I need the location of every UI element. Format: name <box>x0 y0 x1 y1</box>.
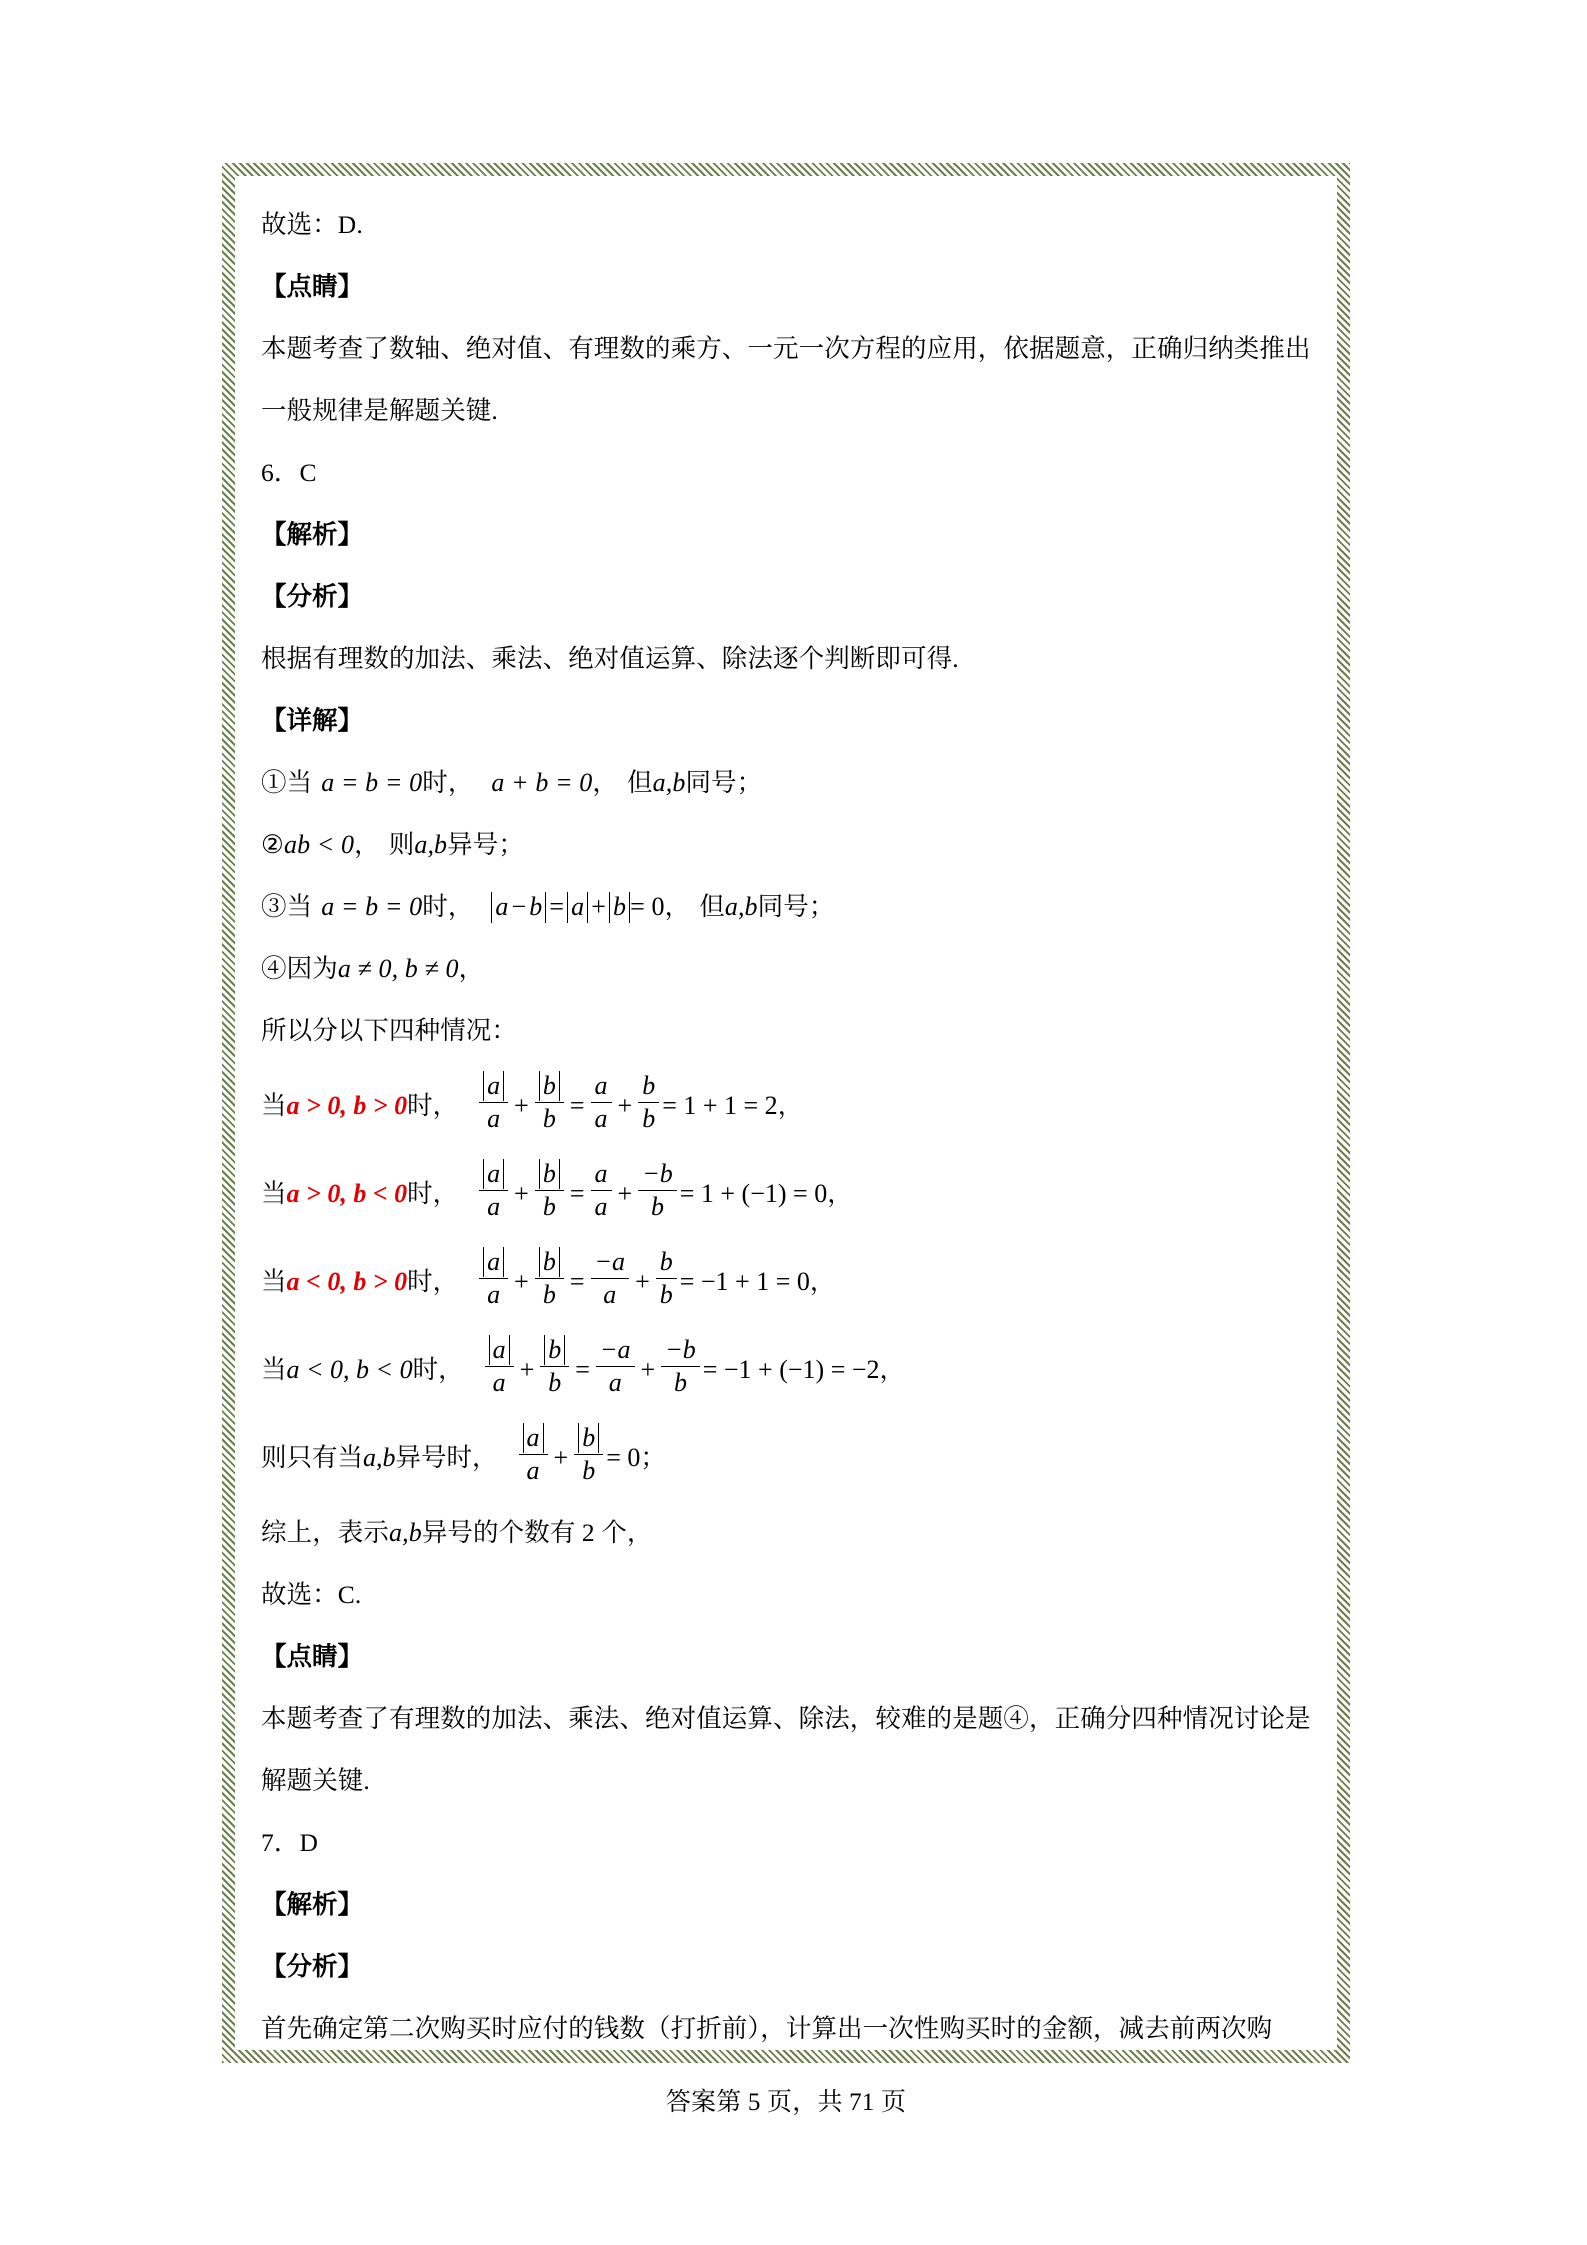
case3-trailing: ， <box>809 1267 836 1296</box>
plus-sign: + <box>617 1179 633 1208</box>
plus-sign: + <box>519 1355 535 1384</box>
item3-result: = 0 <box>630 892 665 921</box>
summary-tail: 异号的个数有 2 个， <box>421 1518 653 1547</box>
onlywhen-result: = 0 <box>606 1443 641 1472</box>
case4-condition: a < 0, b < 0 <box>286 1355 413 1384</box>
case1-when: 当 <box>261 1091 287 1120</box>
equals-sign: = <box>575 1355 590 1384</box>
abs-b: b <box>609 892 630 923</box>
item3-vars: a,b <box>724 892 758 921</box>
fraction-abs-a-over-a: $\frac{a}{a}$ <box>485 1335 514 1399</box>
case3-result: = −1 + 1 = 0 <box>679 1267 810 1296</box>
item1-tail: 同号； <box>685 768 763 797</box>
detail-item-2 <box>261 814 1311 876</box>
equals-sign: = <box>549 892 565 921</box>
equals-sign: = <box>569 1179 585 1208</box>
onlywhen-prefix: 则只有当 <box>261 1443 364 1472</box>
case1-result: = 1 + 1 = 2 <box>662 1091 778 1120</box>
item1-but: 但 <box>627 768 653 797</box>
item1-prefix: 当 <box>286 768 313 797</box>
document-content <box>235 176 1337 2050</box>
q6-analysis-label: 【解析】 <box>261 520 364 549</box>
item1-when: 时， <box>422 768 474 797</box>
item1-comma: ， <box>592 768 619 797</box>
item2-vars: a,b <box>414 830 448 859</box>
fraction-b-over-b: $\frac{b}{b}$ <box>638 1071 659 1134</box>
q5-keypoint-text: 本题考查了数轴、绝对值、有理数的乘方、一元一次方程的应用，依据题意，正确归纳类推出一般规律是解题关键. <box>261 334 1311 425</box>
item3-comma: ， <box>664 892 691 921</box>
case2-time: 时， <box>407 1179 459 1208</box>
item4-because: 因为 <box>286 954 338 983</box>
plus-sign: + <box>514 1179 529 1208</box>
fraction-neg-a-over-a: $\frac{-a}{a}$ <box>591 1247 630 1310</box>
q6-detail-label: 【详解】 <box>261 706 364 735</box>
fraction-neg-a-over-a: $\frac{-a}{a}$ <box>596 1335 635 1398</box>
item4-circle-number: ④ <box>261 954 287 983</box>
hatched-border-frame <box>222 163 1350 2063</box>
plus-sign: + <box>635 1267 650 1296</box>
item2-comma: ， <box>354 830 380 859</box>
case3-when: 当 <box>261 1267 287 1296</box>
plus-sign: + <box>640 1355 656 1384</box>
q6-keypoint-label: 【点睛】 <box>261 1642 364 1671</box>
item3-prefix: 当 <box>286 892 313 921</box>
onlywhen-vars: a,b <box>363 1443 396 1472</box>
fraction-abs-a-over-a: $\frac{a}{a}$ <box>479 1159 508 1223</box>
case2-trailing: ， <box>827 1179 853 1208</box>
fraction-abs-a-over-a: $\frac{a}{a}$ <box>479 1071 508 1135</box>
plus-sign: + <box>591 892 607 921</box>
fraction-abs-a-over-a: $\frac{a}{a}$ <box>479 1247 508 1311</box>
summary-prefix: 综上，表示 <box>261 1518 390 1547</box>
item2-tail: 异号； <box>447 830 524 859</box>
summary-row <box>261 1502 1311 1564</box>
q7-number-line: 7．D <box>261 1828 318 1857</box>
item4-condition: a ≠ 0, b ≠ 0 <box>337 954 459 983</box>
q7-analysis-text: 首先确定第二次购买时应付的钱数（打折前），计算出一次性购买时的金额，减去前两次购 <box>261 2014 1273 2043</box>
plus-sign: + <box>514 1267 529 1296</box>
item3-when: 时， <box>422 892 474 921</box>
case1-trailing: ， <box>777 1091 804 1120</box>
item2-circle-number: ② <box>261 830 284 859</box>
q6-answer-line: 故选：C. <box>261 1580 362 1609</box>
plus-sign: + <box>617 1091 633 1120</box>
equals-sign: = <box>569 1267 585 1296</box>
page-footer: 答案第 5 页，共 71 页 <box>665 2089 907 2116</box>
q6-keypoint-text: 本题考查了有理数的加法、乘法、绝对值运算、除法，较难的是题④，正确分四种情况讨论是解题关键. <box>261 1704 1311 1795</box>
detail-item-4 <box>261 938 1311 1000</box>
item1-expression: a + b = 0 <box>491 768 593 797</box>
item4-comma: ， <box>458 954 485 983</box>
item3-tail: 同号； <box>757 892 835 921</box>
item1-condition: a = b = 0 <box>321 768 423 797</box>
case-row-4 <box>261 1326 1311 1414</box>
fraction-abs-b-over-b: $\frac{b}{b}$ <box>540 1335 569 1399</box>
q5-keypoint-label: 【点睛】 <box>261 272 364 301</box>
item2-expression: ab < 0 <box>283 830 355 859</box>
q6-number-line: 6．C <box>261 458 317 487</box>
only-when-row <box>261 1414 1311 1502</box>
fraction-neg-b-over-b: $\frac{-b}{b}$ <box>661 1335 700 1398</box>
fraction-abs-a-over-a: $\frac{a}{a}$ <box>519 1423 548 1487</box>
fraction-abs-b-over-b: $\frac{b}{b}$ <box>535 1159 564 1223</box>
case-row-1 <box>261 1062 1311 1150</box>
fraction-abs-b-over-b: $\frac{b}{b}$ <box>535 1071 564 1135</box>
case3-condition: a < 0, b > 0 <box>286 1267 408 1296</box>
abs-a-minus-b: a − b <box>491 892 546 923</box>
q6-breakdown-label: 【分析】 <box>261 582 364 611</box>
onlywhen-mid: 异号时， <box>395 1443 498 1472</box>
case4-result: = −1 + (−1) = −2 <box>702 1355 880 1384</box>
fraction-a-over-a: $\frac{a}{a}$ <box>591 1071 612 1134</box>
summary-vars: a,b <box>389 1518 422 1547</box>
q6-analysis-text: 根据有理数的加法、乘法、绝对值运算、除法逐个判断即可得. <box>261 644 959 673</box>
plus-sign: + <box>514 1091 529 1120</box>
abs-a: a <box>567 892 588 923</box>
fraction-a-over-a: $\frac{a}{a}$ <box>591 1159 612 1222</box>
case-row-3 <box>261 1238 1311 1326</box>
plus-sign: + <box>553 1443 569 1472</box>
case4-time: 时， <box>412 1355 464 1384</box>
fraction-abs-b-over-b: $\frac{b}{b}$ <box>574 1423 603 1487</box>
equals-sign: = <box>569 1091 585 1120</box>
item3-but: 但 <box>699 892 725 921</box>
q7-breakdown-label: 【分析】 <box>261 1952 364 1981</box>
case4-trailing: ， <box>879 1355 906 1384</box>
fraction-abs-b-over-b: $\frac{b}{b}$ <box>535 1247 564 1311</box>
fraction-neg-b-over-b: $\frac{-b}{b}$ <box>638 1159 677 1222</box>
cases-intro: 所以分以下四种情况： <box>261 1016 518 1045</box>
case2-when: 当 <box>261 1179 287 1208</box>
detail-item-3 <box>261 876 1311 938</box>
q7-analysis-label: 【解析】 <box>261 1890 364 1919</box>
case2-condition: a > 0, b < 0 <box>286 1179 408 1208</box>
item2-then: 则 <box>388 830 415 859</box>
detail-item-1 <box>261 752 1311 814</box>
item1-vars: a,b <box>652 768 686 797</box>
case3-time: 时， <box>407 1267 459 1296</box>
item1-circle-number: ① <box>261 768 287 797</box>
case1-condition: a > 0, b > 0 <box>286 1091 408 1120</box>
q5-answer-line: 故选：D. <box>261 210 363 239</box>
onlywhen-tail: ； <box>640 1443 666 1472</box>
fraction-b-over-b: $\frac{b}{b}$ <box>656 1247 677 1310</box>
case1-time: 时， <box>407 1091 459 1120</box>
case4-when: 当 <box>261 1355 287 1384</box>
case2-result: = 1 + (−1) = 0 <box>679 1179 828 1208</box>
item3-condition: a = b = 0 <box>321 892 423 921</box>
case-row-2 <box>261 1150 1311 1238</box>
item3-circle-number: ③ <box>261 892 287 921</box>
